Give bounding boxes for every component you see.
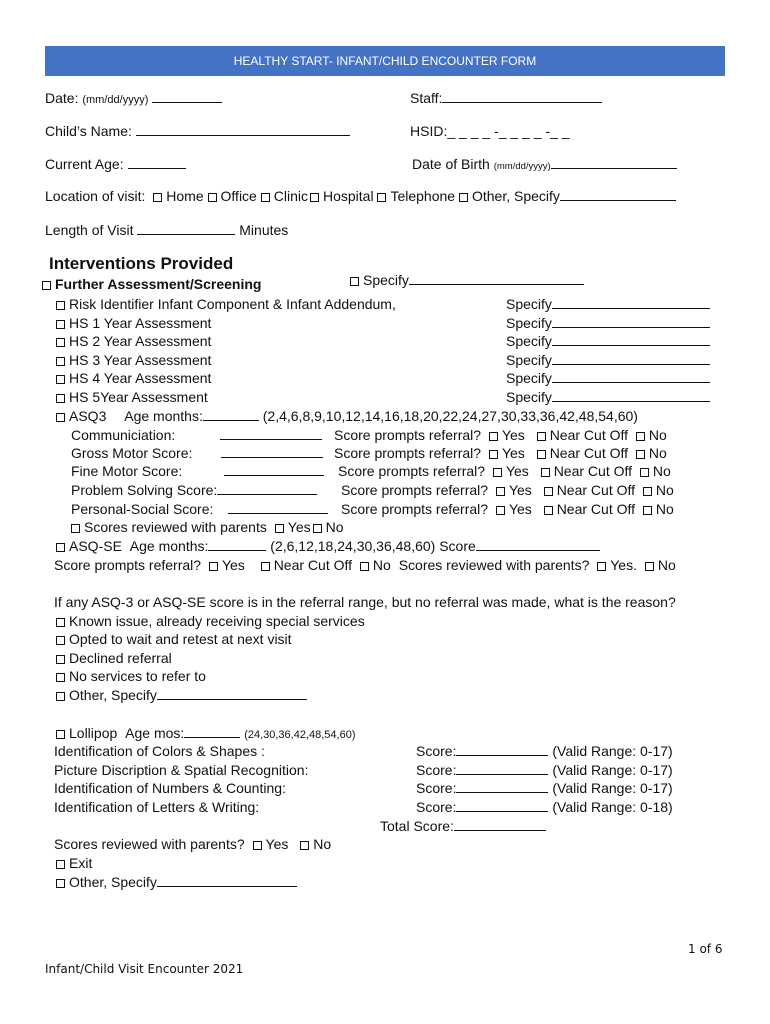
staff-field: Staff: [410, 90, 602, 106]
length-field: Length of Visit Minutes [45, 222, 289, 238]
assessment-specify-input[interactable] [552, 389, 710, 402]
form-title-banner [45, 46, 725, 76]
current-age-input[interactable] [128, 156, 186, 169]
asq3-yes-checkbox[interactable] [496, 506, 505, 515]
asq3-yes-checkbox[interactable] [493, 468, 502, 477]
assessment-specify: Specify [506, 370, 710, 386]
lollipop-item: Identification of Letters & Writing: [54, 799, 260, 815]
lollipop-score: Score: (Valid Range: 0-18) [416, 799, 673, 815]
current-age-field: Current Age: [45, 156, 186, 172]
asq3-no-checkbox[interactable] [636, 432, 645, 441]
lollipop-score: Score: (Valid Range: 0-17) [416, 762, 673, 778]
assessment-checkbox[interactable] [56, 338, 65, 347]
location-telephone-checkbox[interactable] [377, 193, 386, 202]
no-referral-option: Opted to wait and retest at next visit [56, 631, 292, 647]
lollipop-score: Score: (Valid Range: 0-17) [416, 743, 673, 759]
asq3-near-checkbox[interactable] [537, 432, 546, 441]
asq3-reviewed-yes-checkbox[interactable] [275, 524, 284, 533]
date-input[interactable] [152, 90, 222, 103]
location-field: Location of visit: Home Office Clinic Hospital Telephone Other, Specify [45, 188, 676, 204]
reason-checkbox[interactable] [56, 636, 65, 645]
other-option: Other, Specify [56, 874, 297, 890]
no-referral-question: If any ASQ-3 or ASQ-SE score is in the referral range, but no referral was made, what is the reason? [54, 594, 676, 610]
asqse-referral-row: Score prompts referral? Yes Near Cut Off No Scores reviewed with parents? Yes. No [54, 557, 676, 573]
asqse-score-input[interactable] [476, 538, 600, 551]
lollipop-reviewed-row: Scores reviewed with parents? Yes No [54, 836, 332, 852]
no-referral-option: Known issue, already receiving special services [56, 613, 365, 629]
asq3-near-checkbox[interactable] [537, 450, 546, 459]
assessment-checkbox[interactable] [56, 394, 65, 403]
dob-input[interactable] [551, 156, 677, 169]
asqse-reviewed-no-checkbox[interactable] [645, 562, 654, 571]
assessment-specify: Specify [506, 333, 710, 349]
assessment-checkbox[interactable] [56, 320, 65, 329]
asq3-domain-label: Fine Motor Score: [71, 463, 183, 479]
asq3-age-input[interactable] [203, 408, 259, 421]
asq3-yes-checkbox[interactable] [489, 450, 498, 459]
asqse-near-checkbox[interactable] [261, 562, 270, 571]
hsid-input[interactable]: _ _ _ _ -_ _ _ _ -_ _ [447, 123, 570, 139]
assessment-item: Risk Identifier Infant Component & Infant Addendum, [56, 296, 396, 312]
lollipop-reviewed-no-checkbox[interactable] [300, 841, 309, 850]
location-other-checkbox[interactable] [459, 193, 468, 202]
lollipop-checkbox[interactable] [56, 730, 65, 739]
lollipop-total: Total Score: [380, 818, 546, 834]
exit-option: Exit [56, 855, 92, 871]
asqse-checkbox[interactable] [56, 543, 65, 552]
reason-checkbox[interactable] [56, 673, 65, 682]
assessment-specify: Specify [506, 352, 710, 368]
date-field: Date: (mm/dd/yyyy) [45, 90, 222, 106]
page-number: 1 of 6 [688, 942, 723, 956]
location-office-checkbox[interactable] [208, 193, 217, 202]
asq3-referral-prompt: Score prompts referral? Yes Near Cut Off No [334, 445, 667, 461]
length-input[interactable] [137, 222, 235, 235]
asq3-no-checkbox[interactable] [640, 468, 649, 477]
lollipop-score-input[interactable] [456, 762, 548, 775]
other-specify-input[interactable] [157, 874, 297, 887]
asq3-yes-checkbox[interactable] [496, 487, 505, 496]
reason-checkbox[interactable] [56, 618, 65, 627]
asq3-domain-label: Problem Solving Score: [71, 482, 317, 498]
assessment-specify: Specify [506, 389, 710, 405]
lollipop-score-input[interactable] [456, 799, 548, 812]
lollipop-reviewed-yes-checkbox[interactable] [253, 841, 262, 850]
asq3-domain-label: Personal-Social Score: [71, 501, 214, 517]
assessment-item: HS 2 Year Assessment [56, 333, 211, 349]
assessment-checkbox[interactable] [56, 357, 65, 366]
assessment-specify-input[interactable] [552, 315, 710, 328]
asq3-reviewed-checkbox[interactable] [71, 524, 80, 533]
lollipop-item: Picture Discription & Spatial Recognition: [54, 762, 309, 778]
asq3-checkbox[interactable] [56, 413, 65, 422]
location-hospital-checkbox[interactable] [310, 193, 319, 202]
lollipop-score-input[interactable] [456, 780, 548, 793]
assessment-item: HS 3 Year Assessment [56, 352, 211, 368]
interventions-heading: Interventions Provided [49, 254, 234, 273]
reason-other-input[interactable] [157, 687, 307, 700]
hsid-field: HSID:_ _ _ _ -_ _ _ _ -_ _ [410, 123, 570, 139]
assessment-specify-input[interactable] [552, 370, 710, 383]
further-assessment-checkbox[interactable] [42, 281, 51, 290]
reason-other-checkbox[interactable] [56, 692, 65, 701]
asq3-score-input[interactable] [224, 463, 324, 479]
asqse-reviewed-yes-checkbox[interactable] [597, 562, 606, 571]
assessment-specify: Specify [506, 315, 710, 331]
assessment-specify-input[interactable] [552, 352, 710, 365]
lollipop-item: Identification of Numbers & Counting: [54, 780, 286, 796]
asq3-referral-prompt: Score prompts referral? Yes Near Cut Off No [334, 427, 667, 443]
asq3-near-checkbox[interactable] [541, 468, 550, 477]
exit-checkbox[interactable] [56, 860, 65, 869]
asq3-domain-label: Communiciation: [71, 427, 176, 443]
reason-checkbox[interactable] [56, 655, 65, 664]
staff-input[interactable] [442, 90, 602, 103]
no-referral-option: Declined referral [56, 650, 172, 666]
location-home-checkbox[interactable] [153, 193, 162, 202]
assessment-specify-input[interactable] [552, 333, 710, 346]
further-specify-field: Specify [350, 272, 584, 288]
asq3-reviewed-no-checkbox[interactable] [313, 524, 322, 533]
asq3-referral-prompt: Score prompts referral? Yes Near Cut Off No [341, 482, 674, 498]
no-referral-option: No services to refer to [56, 668, 206, 684]
asq3-near-checkbox[interactable] [544, 487, 553, 496]
other-checkbox[interactable] [56, 879, 65, 888]
asq3-referral-prompt: Score prompts referral? Yes Near Cut Off No [338, 463, 671, 479]
asqse-age-input[interactable] [208, 538, 266, 551]
assessment-item: HS 4 Year Assessment [56, 370, 211, 386]
asq3-no-checkbox[interactable] [643, 487, 652, 496]
asq3-score-input[interactable] [221, 445, 323, 461]
lollipop-row: Lollipop Age mos: (24,30,36,42,48,54,60) [56, 725, 356, 741]
lollipop-score-input[interactable] [456, 743, 548, 756]
asq3-near-checkbox[interactable] [544, 506, 553, 515]
asq3-score-input[interactable] [217, 482, 317, 495]
asq3-row: ASQ3 Age months: (2,4,6,8,9,10,12,14,16,18,20,22,24,27,30,33,36,42,48,54,60) [56, 408, 638, 424]
assessment-specify: Specify [506, 296, 710, 312]
asq3-referral-prompt: Score prompts referral? Yes Near Cut Off No [341, 501, 674, 517]
lollipop-item: Identification of Colors & Shapes : [54, 743, 265, 759]
dob-field: Date of Birth (mm/dd/yyyy) [412, 156, 677, 172]
asq3-domain-label: Gross Motor Score: [71, 445, 193, 461]
form-title: HEALTHY START- INFANT/CHILD ENCOUNTER FORM [233, 54, 537, 68]
further-specify-input[interactable] [409, 272, 584, 285]
lollipop-age-input[interactable] [184, 725, 240, 738]
asqse-row: ASQ-SE Age months: (2,6,12,18,24,30,36,48,60) Score [56, 538, 600, 554]
assessment-specify-input[interactable] [552, 296, 710, 309]
child-name-input[interactable] [136, 123, 350, 136]
assessment-item: HS 1 Year Assessment [56, 315, 211, 331]
asq3-no-checkbox[interactable] [636, 450, 645, 459]
asqse-no-checkbox[interactable] [360, 562, 369, 571]
asq3-yes-checkbox[interactable] [489, 432, 498, 441]
asq3-reviewed-row: Scores reviewed with parents Yes No [71, 519, 344, 535]
document-footer: Infant/Child Visit Encounter 2021 [45, 962, 244, 976]
child-name-field: Child’s Name: [45, 123, 350, 139]
location-other-input[interactable] [560, 188, 676, 201]
lollipop-score: Score: (Valid Range: 0-17) [416, 780, 673, 796]
further-assessment-row: Further Assessment/Screening [42, 276, 261, 292]
further-specify-checkbox[interactable] [350, 277, 359, 286]
asq3-no-checkbox[interactable] [643, 506, 652, 515]
asqse-yes-checkbox[interactable] [209, 562, 218, 571]
assessment-item: HS 5Year Assessment [56, 389, 208, 405]
lollipop-total-input[interactable] [454, 818, 546, 831]
no-referral-other: Other, Specify [56, 687, 307, 703]
location-clinic-checkbox[interactable] [261, 193, 270, 202]
assessment-checkbox[interactable] [56, 301, 65, 310]
asq3-score-input[interactable] [228, 501, 328, 517]
assessment-checkbox[interactable] [56, 375, 65, 384]
asq3-score-input[interactable] [220, 427, 322, 443]
